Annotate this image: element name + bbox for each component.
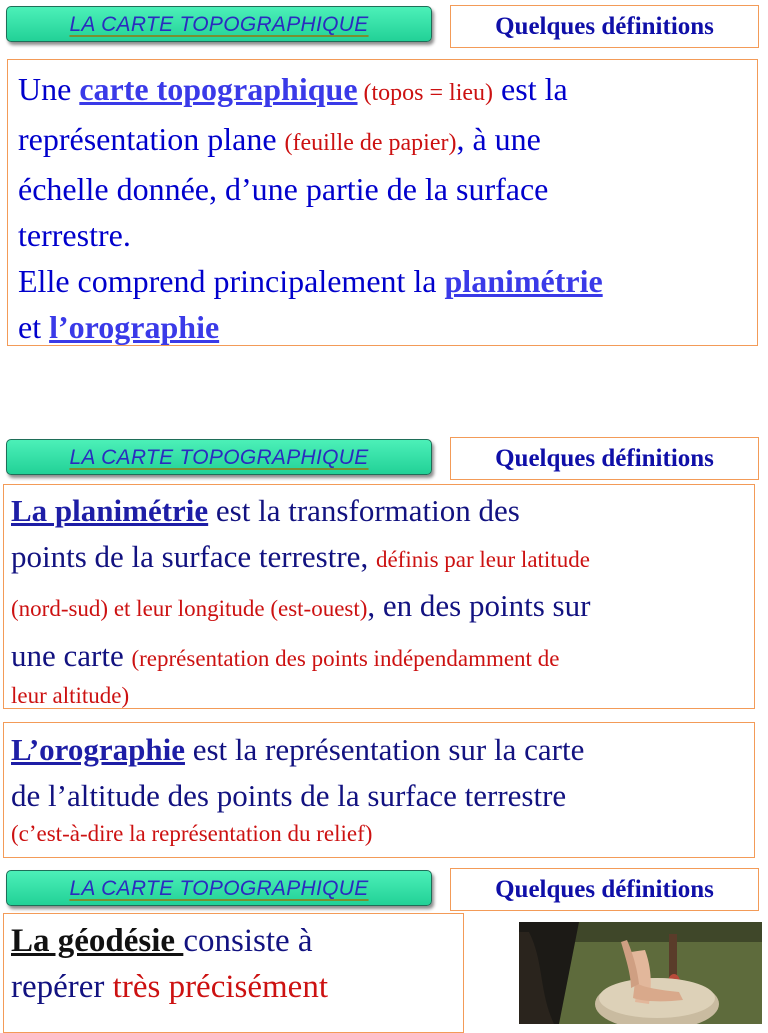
definitions-label: Quelques définitions — [450, 437, 759, 480]
definitions-label: Quelques définitions — [450, 868, 759, 911]
term-orographie: L’orographie — [11, 732, 185, 767]
text: points de la surface terrestre, — [11, 539, 376, 574]
emphasis: très précisément — [112, 969, 328, 1005]
text: de l’altitude des points de la surface terrestre — [11, 778, 567, 813]
carte-topographique-link[interactable]: carte topographique — [79, 71, 358, 107]
definition-orographie — [3, 722, 755, 858]
annotation: leur altitude) — [11, 683, 130, 708]
geodesic-marker-photo — [519, 922, 762, 1024]
text: consiste à — [183, 923, 313, 959]
annotation: définis par leur latitude — [375, 547, 590, 572]
orographie-link[interactable]: l’orographie — [49, 309, 220, 345]
text: et — [18, 309, 50, 345]
text: Une — [18, 71, 80, 107]
text: est la transformation des — [208, 493, 520, 528]
photo-illustration — [519, 922, 762, 1024]
planimetrie-link[interactable]: planimétrie — [444, 263, 603, 299]
annotation: (c’est-à-dire la représentation du relief) — [11, 821, 373, 846]
annotation: (représentation des points indépendamment de — [131, 646, 560, 671]
definition-geodesie — [3, 913, 464, 1033]
text: est la représentation sur la carte — [184, 732, 585, 767]
section-tag: LA CARTE TOPOGRAPHIQUE — [6, 6, 432, 42]
definition-carte-topographique — [7, 59, 758, 346]
annotation: (topos = lieu) — [357, 80, 494, 106]
annotation: (feuille de papier) — [284, 130, 457, 156]
text: est la — [493, 71, 568, 107]
section-tag: LA CARTE TOPOGRAPHIQUE — [6, 439, 432, 475]
annotation: (nord-sud) et leur longitude (est-ouest) — [11, 596, 368, 621]
section-tag: LA CARTE TOPOGRAPHIQUE — [6, 870, 432, 906]
text: terrestre. — [18, 217, 131, 253]
term-planimetrie: La planimétrie — [11, 493, 209, 528]
definition-planimetrie — [3, 484, 755, 709]
text: échelle donnée, d’une partie de la surface — [18, 171, 549, 207]
text: Elle comprend principalement la — [18, 263, 445, 299]
term-geodesie: La géodésie — [11, 923, 184, 959]
text: repérer — [11, 969, 113, 1005]
definitions-label: Quelques définitions — [450, 5, 759, 48]
text: , à une — [456, 121, 541, 157]
text: , en des points sur — [367, 588, 591, 623]
text: représentation plane — [18, 121, 285, 157]
text: une carte — [11, 638, 132, 673]
